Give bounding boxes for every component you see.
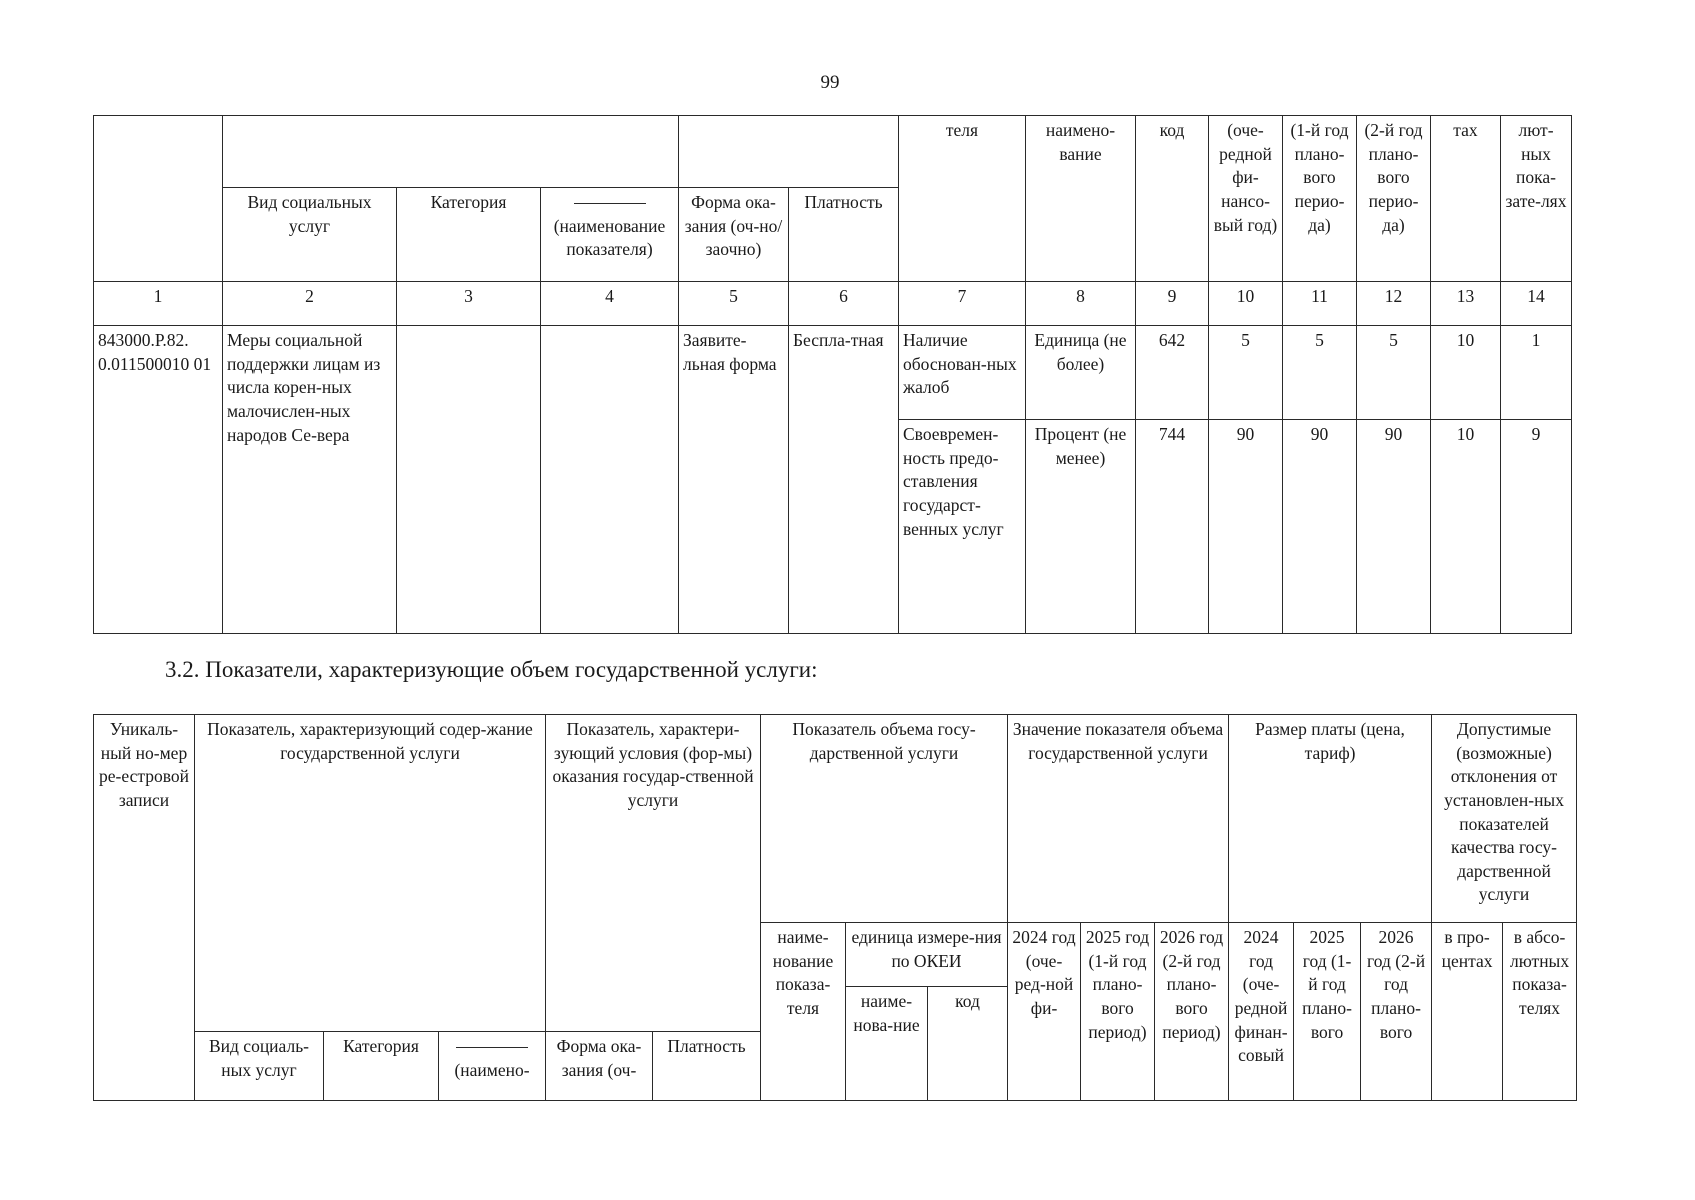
indicator-value-10: 5: [1209, 326, 1283, 420]
category-cell: [397, 326, 541, 634]
col-num-2: 2: [223, 282, 397, 326]
header-unit-code: код: [928, 987, 1008, 1101]
col-num-7: 7: [899, 282, 1026, 326]
header-fee-2024: 2024 год (оче-редной финан-совый: [1229, 923, 1294, 1101]
col-num-14: 14: [1501, 282, 1572, 326]
header-service-type: Вид социальных услуг: [223, 188, 397, 282]
col-num-10: 10: [1209, 282, 1283, 326]
service-form: Заявите-льная форма: [679, 326, 789, 634]
indicator-unit: Процент (не менее): [1026, 420, 1136, 634]
col-num-1: 1: [94, 282, 223, 326]
col-num-4: 4: [541, 282, 679, 326]
header-blank-c1: [94, 116, 223, 282]
indicator-value-14: 1: [1501, 326, 1572, 420]
header-sub-service-type: Вид социаль-ных услуг: [195, 1032, 324, 1101]
header-c11: (1-й год плано-вого перио-да): [1283, 116, 1357, 282]
header-c8: наимено-вание: [1026, 116, 1136, 282]
col-num-6: 6: [789, 282, 899, 326]
header-value-2026: 2026 год (2-й год плано-вого период): [1155, 923, 1229, 1101]
indicator-value-12: 90: [1357, 420, 1431, 634]
blank-underline: [456, 1035, 528, 1048]
header-unique-number: Уникаль-ный но-мер ре-естровой записи: [94, 715, 195, 1101]
header-c10: (оче-редной фи-нансо-вый год): [1209, 116, 1283, 282]
blank-underline: [574, 191, 646, 204]
col-num-5: 5: [679, 282, 789, 326]
indicator-value-10: 90: [1209, 420, 1283, 634]
header-volume-value: Значение показателя объема государственной услуги: [1008, 715, 1229, 923]
header-payment: Платность: [789, 188, 899, 282]
header-c13: тах: [1431, 116, 1501, 282]
header-c9: код: [1136, 116, 1209, 282]
indicator-value-13: 10: [1431, 326, 1501, 420]
header-unit-name: наиме-нова-ние: [846, 987, 928, 1101]
header-conditions-indicator: Показатель, характери-зующий условия (фор-мы) оказания государ-ственной услуги: [546, 715, 761, 1032]
col-num-9: 9: [1136, 282, 1209, 326]
header-value-2025: 2025 год (1-й год плано-вого период): [1081, 923, 1155, 1101]
header-deviation-absolute: в абсо-лютных показа-телях: [1503, 923, 1577, 1101]
col-num-8: 8: [1026, 282, 1136, 326]
page-number: 99: [820, 72, 840, 93]
header-volume-indicator: Показатель объема госу-дарственной услуги: [761, 715, 1008, 923]
header-value-2024: 2024 год (оче-ред-ной фи-: [1008, 923, 1081, 1101]
col-num-11: 11: [1283, 282, 1357, 326]
header-fee-2026: 2026 год (2-й год плано-вого: [1361, 923, 1432, 1101]
header-sub-form: Форма ока-зания (оч-: [546, 1032, 653, 1101]
col-num-3: 3: [397, 282, 541, 326]
header-c7: теля: [899, 116, 1026, 282]
header-indicator-name: (наименование показателя): [541, 188, 679, 282]
header-sub-payment: Платность: [653, 1032, 761, 1101]
indicator-code: 744: [1136, 420, 1209, 634]
header-blank-content: [223, 116, 679, 188]
indicator-value-13: 10: [1431, 420, 1501, 634]
indicator-name: Наличие обоснован-ных жалоб: [899, 326, 1026, 420]
header-category: Категория: [397, 188, 541, 282]
indicator-value-14: 9: [1501, 420, 1572, 634]
header-form: Форма ока-зания (оч-но/заочно): [679, 188, 789, 282]
header-sub-indicator-name: (наимено-: [439, 1032, 546, 1101]
header-fee: Размер платы (цена, тариф): [1229, 715, 1432, 923]
header-content-indicator: Показатель, характеризующий содер-жание государственной услуги: [195, 715, 546, 1032]
indicator-name: Своевремен-ность предо-ставления государст-венных услуг: [899, 420, 1026, 634]
header-sub-category: Категория: [324, 1032, 439, 1101]
service-payment: Беспла-тная: [789, 326, 899, 634]
header-deviation: Допустимые (возможные) отклонения от установлен-ных показателей качества госу-дарственной услуги: [1432, 715, 1577, 923]
header-fee-2025: 2025 год (1-й год плано-вого: [1294, 923, 1361, 1101]
header-c12: (2-й год плано-вого перио-да): [1357, 116, 1431, 282]
registry-number: 843000.Р.82. 0.011500010 01: [94, 326, 223, 634]
indicator-value-12: 5: [1357, 326, 1431, 420]
header-deviation-percent: в про-центах: [1432, 923, 1503, 1101]
indicator-value-11: 5: [1283, 326, 1357, 420]
indicator-name-cell: [541, 326, 679, 634]
header-c14: лют-ных пока-зате-лях: [1501, 116, 1572, 282]
indicator-code: 642: [1136, 326, 1209, 420]
header-volume-name: наиме-нование показа-теля: [761, 923, 846, 1101]
indicator-unit: Единица (не более): [1026, 326, 1136, 420]
quality-indicators-table: [93, 115, 1572, 634]
section-heading: 3.2. Показатели, характеризующие объем государственной услуги:: [165, 657, 818, 682]
header-blank-conditions: [679, 116, 899, 188]
volume-indicators-table: [93, 714, 1577, 1101]
indicator-value-11: 90: [1283, 420, 1357, 634]
col-num-12: 12: [1357, 282, 1431, 326]
header-volume-unit: единица измере-ния по ОКЕИ: [846, 923, 1008, 987]
service-type: Меры социальной поддержки лицам из числа корен-ных малочислен-ных народов Се-вера: [223, 326, 397, 634]
col-num-13: 13: [1431, 282, 1501, 326]
